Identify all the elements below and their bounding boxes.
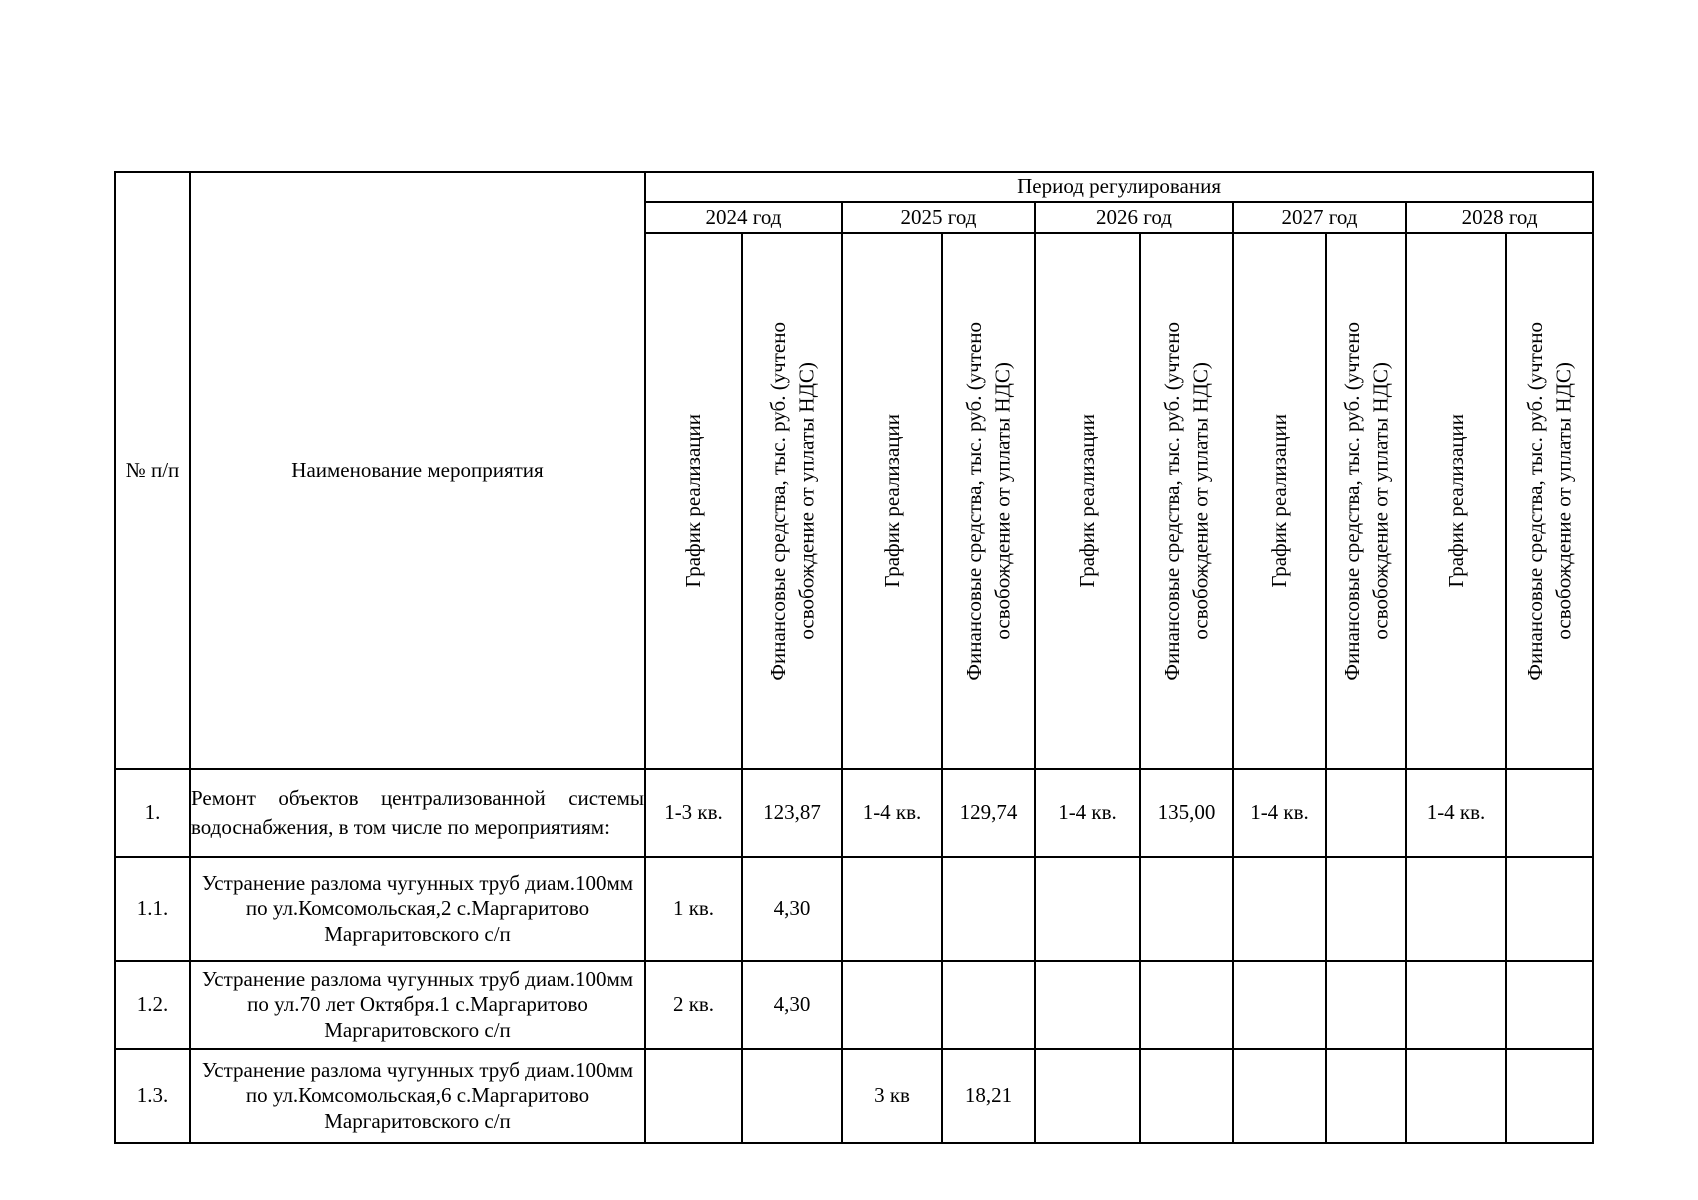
year-header-2028: 2028 год <box>1406 202 1593 233</box>
cell-schedule-2024 <box>645 1049 742 1143</box>
cell-finance-2024: 4,30 <box>742 857 842 961</box>
subheader-finance-2027 <box>1326 233 1406 769</box>
subheader-schedule-2027 <box>1233 233 1326 769</box>
cell-finance-2027 <box>1326 961 1406 1049</box>
subheader-schedule-label: График реализации <box>1075 414 1100 588</box>
subheader-schedule-label: График реализации <box>681 414 706 588</box>
cell-finance-2024: 4,30 <box>742 961 842 1049</box>
subheader-schedule-2025 <box>842 233 942 769</box>
cell-schedule-2025: 3 кв <box>842 1049 942 1143</box>
cell-finance-2025: 129,74 <box>942 769 1035 857</box>
row-number: 1. <box>115 769 190 857</box>
cell-schedule-2025 <box>842 857 942 961</box>
year-header-2026: 2026 год <box>1035 202 1233 233</box>
subheader-finance-label: Финансовые средства, тыс. руб. (учтено освобождение от уплаты НДС) <box>1160 321 1213 681</box>
subheader-finance-2028 <box>1506 233 1593 769</box>
cell-schedule-2027 <box>1233 857 1326 961</box>
cell-schedule-2027 <box>1233 961 1326 1049</box>
cell-finance-2025 <box>942 857 1035 961</box>
cell-finance-2025 <box>942 961 1035 1049</box>
cell-finance-2028 <box>1506 961 1593 1049</box>
subheader-schedule-2026 <box>1035 233 1140 769</box>
row-name: Устранение разлома чугунных труб диам.100мм по ул.70 лет Октября.1 с.Маргаритово Маргаритовского с/п <box>190 961 645 1049</box>
table-row <box>115 769 1593 857</box>
cell-schedule-2027: 1-4 кв. <box>1233 769 1326 857</box>
cell-finance-2024: 123,87 <box>742 769 842 857</box>
cell-finance-2028 <box>1506 769 1593 857</box>
row-name: Ремонт объектов централизованной системы водоснабжения, в том числе по мероприятиям: <box>190 769 645 857</box>
subheader-schedule-label: График реализации <box>1443 414 1468 588</box>
table-row <box>115 961 1593 1049</box>
cell-finance-2025: 18,21 <box>942 1049 1035 1143</box>
row-name: Устранение разлома чугунных труб диам.100мм по ул.Комсомольская,6 с.Маргаритово Маргаритовского с/п <box>190 1049 645 1143</box>
cell-schedule-2028: 1-4 кв. <box>1406 769 1506 857</box>
subheader-finance-label: Финансовые средства, тыс. руб. (учтено освобождение от уплаты НДС) <box>765 321 818 681</box>
subheader-schedule-label: График реализации <box>1267 414 1292 588</box>
cell-finance-2026 <box>1140 857 1233 961</box>
cell-schedule-2024: 2 кв. <box>645 961 742 1049</box>
cell-schedule-2027 <box>1233 1049 1326 1143</box>
cell-schedule-2026 <box>1035 1049 1140 1143</box>
column-header-number: № п/п <box>115 172 190 769</box>
year-header-2027: 2027 год <box>1233 202 1406 233</box>
row-number: 1.2. <box>115 961 190 1049</box>
document-sheet <box>114 171 1594 1144</box>
column-header-name: Наименование мероприятия <box>190 172 645 769</box>
subheader-finance-2025 <box>942 233 1035 769</box>
subheader-schedule-2024 <box>645 233 742 769</box>
cell-schedule-2026: 1-4 кв. <box>1035 769 1140 857</box>
row-number: 1.3. <box>115 1049 190 1143</box>
cell-finance-2027 <box>1326 769 1406 857</box>
subheader-finance-label: Финансовые средства, тыс. руб. (учтено освобождение от уплаты НДС) <box>962 321 1015 681</box>
cell-finance-2026 <box>1140 961 1233 1049</box>
cell-finance-2027 <box>1326 1049 1406 1143</box>
cell-schedule-2025 <box>842 961 942 1049</box>
cell-finance-2026: 135,00 <box>1140 769 1233 857</box>
table-row <box>115 857 1593 961</box>
regulation-plan-table <box>114 171 1594 1144</box>
cell-schedule-2028 <box>1406 857 1506 961</box>
year-header-2025: 2025 год <box>842 202 1035 233</box>
header-row-period <box>115 172 1593 202</box>
subheader-schedule-label: График реализации <box>879 414 904 588</box>
cell-finance-2028 <box>1506 1049 1593 1143</box>
subheader-finance-label: Финансовые средства, тыс. руб. (учтено освобождение от уплаты НДС) <box>1523 321 1576 681</box>
cell-finance-2028 <box>1506 857 1593 961</box>
subheader-finance-2026 <box>1140 233 1233 769</box>
cell-schedule-2028 <box>1406 961 1506 1049</box>
table-row <box>115 1049 1593 1143</box>
cell-schedule-2026 <box>1035 961 1140 1049</box>
cell-finance-2024 <box>742 1049 842 1143</box>
subheader-finance-2024 <box>742 233 842 769</box>
cell-schedule-2024: 1-3 кв. <box>645 769 742 857</box>
row-name: Устранение разлома чугунных труб диам.100мм по ул.Комсомольская,2 с.Маргаритово Маргаритовского с/п <box>190 857 645 961</box>
cell-schedule-2024: 1 кв. <box>645 857 742 961</box>
subheader-finance-label: Финансовые средства, тыс. руб. (учтено освобождение от уплаты НДС) <box>1339 321 1392 681</box>
column-header-period: Период регулирования <box>645 172 1593 202</box>
cell-schedule-2026 <box>1035 857 1140 961</box>
year-header-2024: 2024 год <box>645 202 842 233</box>
cell-schedule-2025: 1-4 кв. <box>842 769 942 857</box>
cell-schedule-2028 <box>1406 1049 1506 1143</box>
row-number: 1.1. <box>115 857 190 961</box>
cell-finance-2026 <box>1140 1049 1233 1143</box>
subheader-schedule-2028 <box>1406 233 1506 769</box>
cell-finance-2027 <box>1326 857 1406 961</box>
